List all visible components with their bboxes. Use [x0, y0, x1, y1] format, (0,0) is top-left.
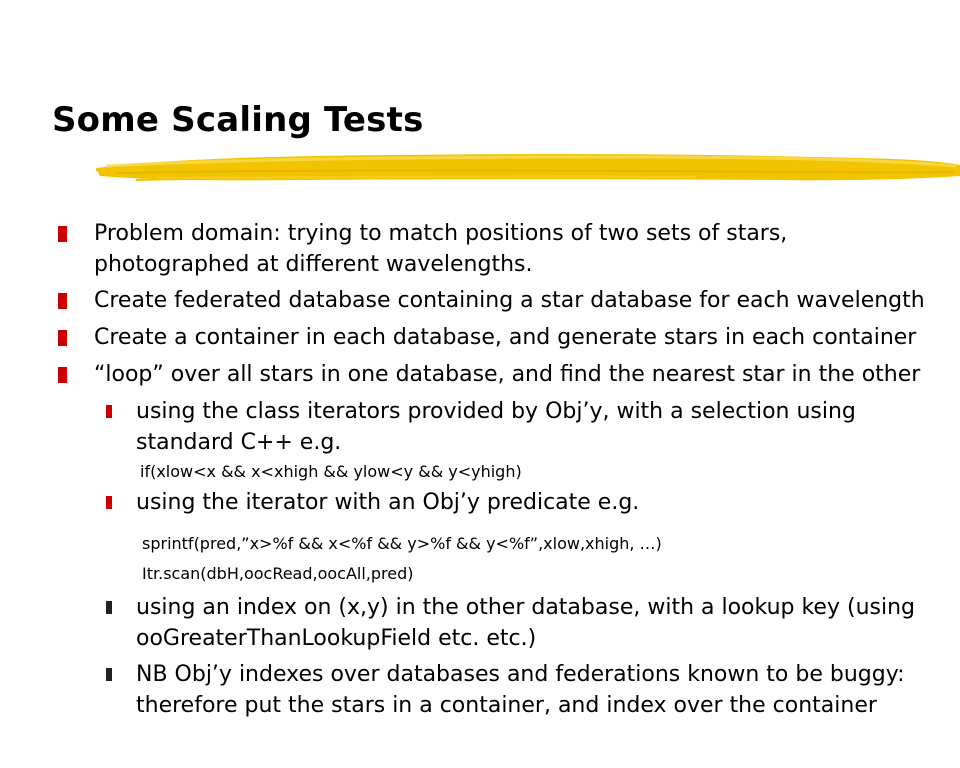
code-sprintf: sprintf(pred,”x>%f && x<%f && y>%f && y<%f”,xlow,xhigh, …)	[142, 534, 662, 553]
bullet-loop-over-stars: “loop” over all stars in one database, and find the nearest star in the other	[94, 362, 921, 387]
sub-bullet-index: using an index on (x,y) in the other database, with a lookup key (using ooGreaterThanLookupField etc. etc.)	[136, 595, 915, 651]
bullet-create-container: Create a container in each database, and generate stars in each container	[94, 325, 917, 350]
bullet-marker	[58, 367, 67, 383]
bullet-marker	[58, 330, 67, 346]
yellow-brush-stroke-decoration	[96, 146, 960, 186]
sub-bullet-class-iterators: using the class iterators provided by Obj’y, with a selection using standard C++ e.g.	[136, 399, 856, 455]
bullet-problem-domain: Problem domain: trying to match positions of two sets of stars, photographed at different wavelengths.	[94, 221, 788, 277]
slide-title: Some Scaling Tests	[52, 100, 424, 140]
bullet-marker	[58, 226, 67, 242]
sub-bullet-marker	[106, 668, 112, 681]
sub-bullet-predicate: using the iterator with an Obj’y predicate e.g.	[136, 490, 640, 515]
sub-bullet-nb-indexes: NB Obj’y indexes over databases and federations known to be buggy: therefore put the stars in a container, and index over the container	[136, 662, 905, 718]
sub-bullet-marker	[106, 496, 112, 509]
bullet-marker	[58, 293, 67, 309]
bullet-create-federated-db: Create federated database containing a star database for each wavelength	[94, 288, 925, 313]
code-scan: Itr.scan(dbH,oocRead,oocAll,pred)	[142, 564, 414, 583]
sub-bullet-marker	[106, 405, 112, 418]
sub-bullet-marker	[106, 601, 112, 614]
code-condition: if(xlow<x && x<xhigh && ylow<y && y<yhigh)	[140, 462, 522, 481]
